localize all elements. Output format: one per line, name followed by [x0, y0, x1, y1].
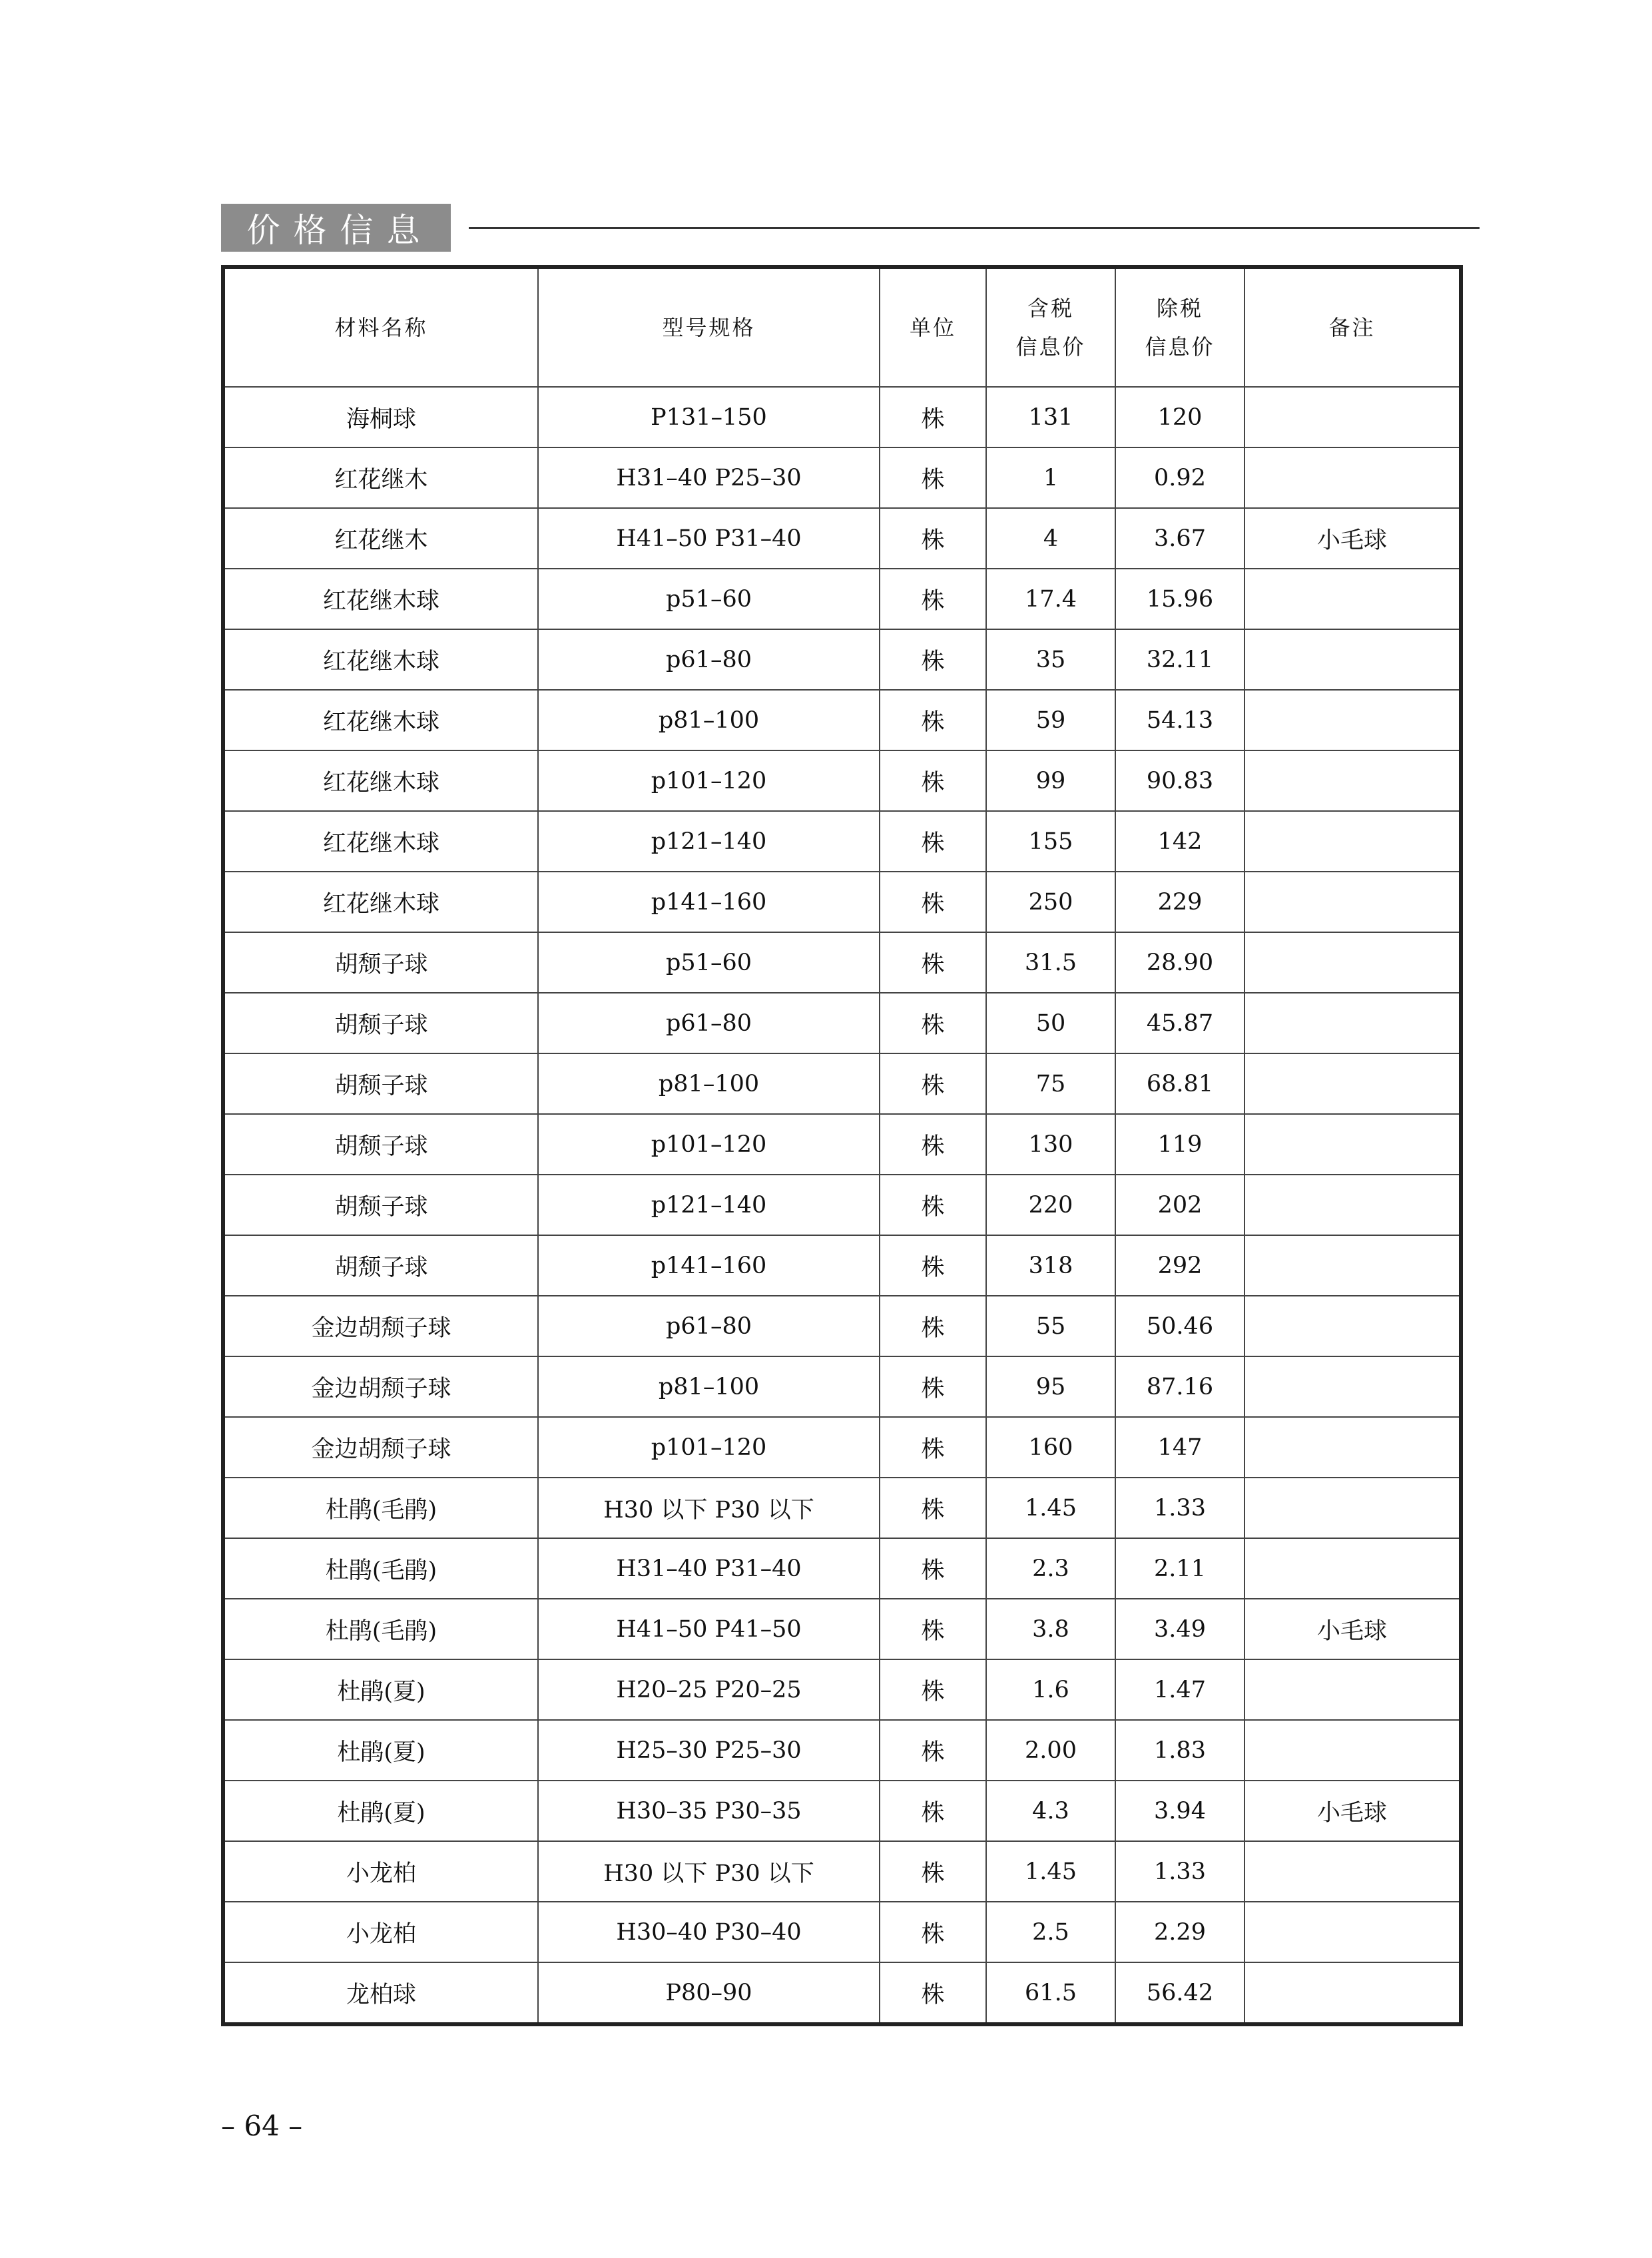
- table-row: [225, 932, 1459, 993]
- cell-remark: [1244, 1417, 1459, 1478]
- cell-spec: p61–80: [538, 993, 880, 1053]
- cell-notax: 119: [1115, 1114, 1244, 1175]
- table-row: [225, 1538, 1459, 1599]
- cell-notax: 292: [1115, 1235, 1244, 1296]
- cell-name: 红花继木球: [225, 690, 538, 750]
- cell-notax: 229: [1115, 872, 1244, 932]
- cell-name: 龙柏球: [225, 1962, 538, 2022]
- cell-notax: 50.46: [1115, 1296, 1244, 1356]
- cell-remark: [1244, 1478, 1459, 1538]
- cell-tax: 3.8: [986, 1599, 1115, 1659]
- cell-spec: P131–150: [538, 387, 880, 447]
- cell-tax: 1: [986, 447, 1115, 508]
- cell-name: 金边胡颓子球: [225, 1356, 538, 1417]
- cell-unit: 株: [880, 569, 986, 629]
- cell-unit: 株: [880, 1356, 986, 1417]
- cell-name: 杜鹃(毛鹃): [225, 1478, 538, 1538]
- cell-tax: 99: [986, 750, 1115, 811]
- cell-unit: 株: [880, 1781, 986, 1841]
- cell-spec: p121–140: [538, 811, 880, 872]
- table-row: [225, 872, 1459, 932]
- cell-name: 杜鹃(夏): [225, 1659, 538, 1720]
- cell-spec: p81–100: [538, 1053, 880, 1114]
- cell-spec: p121–140: [538, 1175, 880, 1235]
- table-row: [225, 1114, 1459, 1175]
- cell-name: 金边胡颓子球: [225, 1296, 538, 1356]
- cell-name: 胡颓子球: [225, 932, 538, 993]
- cell-spec: p81–100: [538, 690, 880, 750]
- cell-spec: H31–40 P31–40: [538, 1538, 880, 1599]
- cell-name: 红花继木球: [225, 569, 538, 629]
- cell-tax: 250: [986, 872, 1115, 932]
- cell-unit: 株: [880, 750, 986, 811]
- cell-unit: 株: [880, 629, 986, 690]
- table-row: [225, 569, 1459, 629]
- table-row: [225, 1175, 1459, 1235]
- cell-unit: 株: [880, 811, 986, 872]
- cell-notax: 45.87: [1115, 993, 1244, 1053]
- cell-spec: H30 以下 P30 以下: [538, 1478, 880, 1538]
- cell-unit: 株: [880, 1235, 986, 1296]
- cell-unit: 株: [880, 387, 986, 447]
- cell-name: 杜鹃(毛鹃): [225, 1538, 538, 1599]
- cell-remark: [1244, 1720, 1459, 1781]
- table-row: [225, 1720, 1459, 1781]
- cell-notax: 0.92: [1115, 447, 1244, 508]
- cell-remark: [1244, 750, 1459, 811]
- cell-spec: p101–120: [538, 1417, 880, 1478]
- cell-spec: H30 以下 P30 以下: [538, 1841, 880, 1902]
- cell-remark: [1244, 811, 1459, 872]
- cell-unit: 株: [880, 508, 986, 569]
- cell-unit: 株: [880, 1417, 986, 1478]
- table-row: [225, 1962, 1459, 2022]
- table-row: [225, 1417, 1459, 1478]
- cell-spec: p141–160: [538, 1235, 880, 1296]
- cell-notax: 15.96: [1115, 569, 1244, 629]
- cell-unit: 株: [880, 1175, 986, 1235]
- cell-tax: 17.4: [986, 569, 1115, 629]
- table-row: [225, 629, 1459, 690]
- table-header-row: [225, 269, 1459, 387]
- column-header-spec: 型号规格: [538, 269, 880, 387]
- cell-unit: 株: [880, 1720, 986, 1781]
- cell-tax: 155: [986, 811, 1115, 872]
- cell-remark: [1244, 1902, 1459, 1962]
- cell-tax: 1.6: [986, 1659, 1115, 1720]
- cell-remark: [1244, 932, 1459, 993]
- cell-notax: 1.33: [1115, 1478, 1244, 1538]
- cell-notax: 2.29: [1115, 1902, 1244, 1962]
- column-header-tax-line2: 信息价: [1015, 334, 1086, 360]
- column-header-tax-price: [986, 269, 1115, 387]
- cell-notax: 147: [1115, 1417, 1244, 1478]
- cell-unit: 株: [880, 1599, 986, 1659]
- cell-spec: p51–60: [538, 932, 880, 993]
- cell-remark: 小毛球: [1244, 1599, 1459, 1659]
- cell-remark: [1244, 1962, 1459, 2022]
- column-header-unit: 单位: [880, 269, 986, 387]
- cell-unit: 株: [880, 1659, 986, 1720]
- cell-unit: 株: [880, 447, 986, 508]
- cell-name: 红花继木: [225, 447, 538, 508]
- cell-remark: [1244, 1296, 1459, 1356]
- table-row: [225, 1478, 1459, 1538]
- cell-spec: H41–50 P31–40: [538, 508, 880, 569]
- cell-remark: [1244, 387, 1459, 447]
- cell-unit: 株: [880, 872, 986, 932]
- cell-name: 小龙柏: [225, 1902, 538, 1962]
- cell-name: 红花继木球: [225, 629, 538, 690]
- cell-name: 胡颓子球: [225, 1235, 538, 1296]
- cell-remark: [1244, 1235, 1459, 1296]
- cell-spec: p101–120: [538, 1114, 880, 1175]
- cell-unit: 株: [880, 993, 986, 1053]
- table-row: [225, 750, 1459, 811]
- cell-notax: 3.67: [1115, 508, 1244, 569]
- cell-tax: 59: [986, 690, 1115, 750]
- cell-unit: 株: [880, 1902, 986, 1962]
- cell-tax: 2.5: [986, 1902, 1115, 1962]
- cell-notax: 54.13: [1115, 690, 1244, 750]
- cell-spec: H31–40 P25–30: [538, 447, 880, 508]
- section-title: 价格信息: [221, 204, 451, 252]
- cell-spec: p141–160: [538, 872, 880, 932]
- cell-name: 胡颓子球: [225, 993, 538, 1053]
- cell-name: 小龙柏: [225, 1841, 538, 1902]
- table-row: [225, 1841, 1459, 1902]
- cell-spec: H30–35 P30–35: [538, 1781, 880, 1841]
- table-row: [225, 1599, 1459, 1659]
- cell-tax: 130: [986, 1114, 1115, 1175]
- table-body: [225, 387, 1459, 2022]
- cell-spec: p61–80: [538, 629, 880, 690]
- cell-tax: 1.45: [986, 1841, 1115, 1902]
- cell-remark: 小毛球: [1244, 1781, 1459, 1841]
- cell-tax: 95: [986, 1356, 1115, 1417]
- table-row: [225, 1356, 1459, 1417]
- table-row: [225, 1053, 1459, 1114]
- cell-tax: 220: [986, 1175, 1115, 1235]
- cell-name: 红花继木: [225, 508, 538, 569]
- cell-tax: 75: [986, 1053, 1115, 1114]
- price-table: [221, 265, 1463, 2026]
- cell-tax: 61.5: [986, 1962, 1115, 2022]
- cell-unit: 株: [880, 1962, 986, 2022]
- cell-remark: [1244, 690, 1459, 750]
- cell-spec: p51–60: [538, 569, 880, 629]
- table-row: [225, 1659, 1459, 1720]
- cell-notax: 1.83: [1115, 1720, 1244, 1781]
- cell-remark: [1244, 1538, 1459, 1599]
- cell-remark: [1244, 447, 1459, 508]
- cell-name: 胡颓子球: [225, 1053, 538, 1114]
- cell-spec: H20–25 P20–25: [538, 1659, 880, 1720]
- cell-spec: P80–90: [538, 1962, 880, 2022]
- cell-notax: 3.94: [1115, 1781, 1244, 1841]
- cell-tax: 160: [986, 1417, 1115, 1478]
- cell-tax: 4.3: [986, 1781, 1115, 1841]
- table-row: [225, 1296, 1459, 1356]
- cell-remark: [1244, 569, 1459, 629]
- cell-name: 胡颓子球: [225, 1114, 538, 1175]
- cell-remark: [1244, 1659, 1459, 1720]
- column-header-tax-line1: 含税: [1027, 296, 1074, 321]
- cell-remark: [1244, 1114, 1459, 1175]
- cell-notax: 28.90: [1115, 932, 1244, 993]
- table-row: [225, 811, 1459, 872]
- cell-remark: [1244, 872, 1459, 932]
- cell-name: 胡颓子球: [225, 1175, 538, 1235]
- cell-unit: 株: [880, 1478, 986, 1538]
- cell-name: 海桐球: [225, 387, 538, 447]
- header-divider: [469, 227, 1480, 229]
- cell-unit: 株: [880, 1841, 986, 1902]
- cell-notax: 87.16: [1115, 1356, 1244, 1417]
- cell-notax: 202: [1115, 1175, 1244, 1235]
- table-row: [225, 993, 1459, 1053]
- cell-name: 金边胡颓子球: [225, 1417, 538, 1478]
- cell-name: 红花继木球: [225, 750, 538, 811]
- cell-remark: [1244, 629, 1459, 690]
- cell-name: 杜鹃(夏): [225, 1720, 538, 1781]
- cell-notax: 32.11: [1115, 629, 1244, 690]
- table-row: [225, 508, 1459, 569]
- table-row: [225, 1235, 1459, 1296]
- cell-tax: 4: [986, 508, 1115, 569]
- cell-unit: 株: [880, 1053, 986, 1114]
- column-header-name: 材料名称: [225, 269, 538, 387]
- cell-name: 杜鹃(夏): [225, 1781, 538, 1841]
- cell-unit: 株: [880, 690, 986, 750]
- cell-notax: 90.83: [1115, 750, 1244, 811]
- cell-tax: 1.45: [986, 1478, 1115, 1538]
- table-row: [225, 387, 1459, 447]
- cell-tax: 50: [986, 993, 1115, 1053]
- column-header-remark: 备注: [1244, 269, 1459, 387]
- cell-notax: 56.42: [1115, 1962, 1244, 2022]
- cell-tax: 55: [986, 1296, 1115, 1356]
- column-header-notax-line2: 信息价: [1145, 334, 1215, 360]
- cell-remark: [1244, 993, 1459, 1053]
- page-number: – 64 –: [221, 2110, 303, 2142]
- cell-remark: [1244, 1175, 1459, 1235]
- cell-spec: p61–80: [538, 1296, 880, 1356]
- cell-name: 红花继木球: [225, 811, 538, 872]
- cell-tax: 31.5: [986, 932, 1115, 993]
- cell-spec: H41–50 P41–50: [538, 1599, 880, 1659]
- cell-tax: 35: [986, 629, 1115, 690]
- cell-remark: 小毛球: [1244, 508, 1459, 569]
- cell-spec: H30–40 P30–40: [538, 1902, 880, 1962]
- cell-notax: 120: [1115, 387, 1244, 447]
- cell-tax: 2.00: [986, 1720, 1115, 1781]
- cell-remark: [1244, 1841, 1459, 1902]
- cell-spec: p81–100: [538, 1356, 880, 1417]
- cell-unit: 株: [880, 1296, 986, 1356]
- cell-notax: 1.33: [1115, 1841, 1244, 1902]
- cell-name: 红花继木球: [225, 872, 538, 932]
- cell-unit: 株: [880, 1538, 986, 1599]
- cell-remark: [1244, 1356, 1459, 1417]
- table-row: [225, 1902, 1459, 1962]
- cell-tax: 131: [986, 387, 1115, 447]
- section-header: [221, 204, 1480, 252]
- cell-remark: [1244, 1053, 1459, 1114]
- cell-tax: 2.3: [986, 1538, 1115, 1599]
- table-row: [225, 690, 1459, 750]
- column-header-notax-price: [1115, 269, 1244, 387]
- cell-notax: 2.11: [1115, 1538, 1244, 1599]
- cell-unit: 株: [880, 932, 986, 993]
- cell-notax: 68.81: [1115, 1053, 1244, 1114]
- cell-name: 杜鹃(毛鹃): [225, 1599, 538, 1659]
- cell-notax: 1.47: [1115, 1659, 1244, 1720]
- cell-spec: p101–120: [538, 750, 880, 811]
- column-header-notax-line1: 除税: [1156, 296, 1203, 321]
- cell-spec: H25–30 P25–30: [538, 1720, 880, 1781]
- cell-tax: 318: [986, 1235, 1115, 1296]
- cell-notax: 3.49: [1115, 1599, 1244, 1659]
- cell-unit: 株: [880, 1114, 986, 1175]
- cell-notax: 142: [1115, 811, 1244, 872]
- table-row: [225, 447, 1459, 508]
- table-row: [225, 1781, 1459, 1841]
